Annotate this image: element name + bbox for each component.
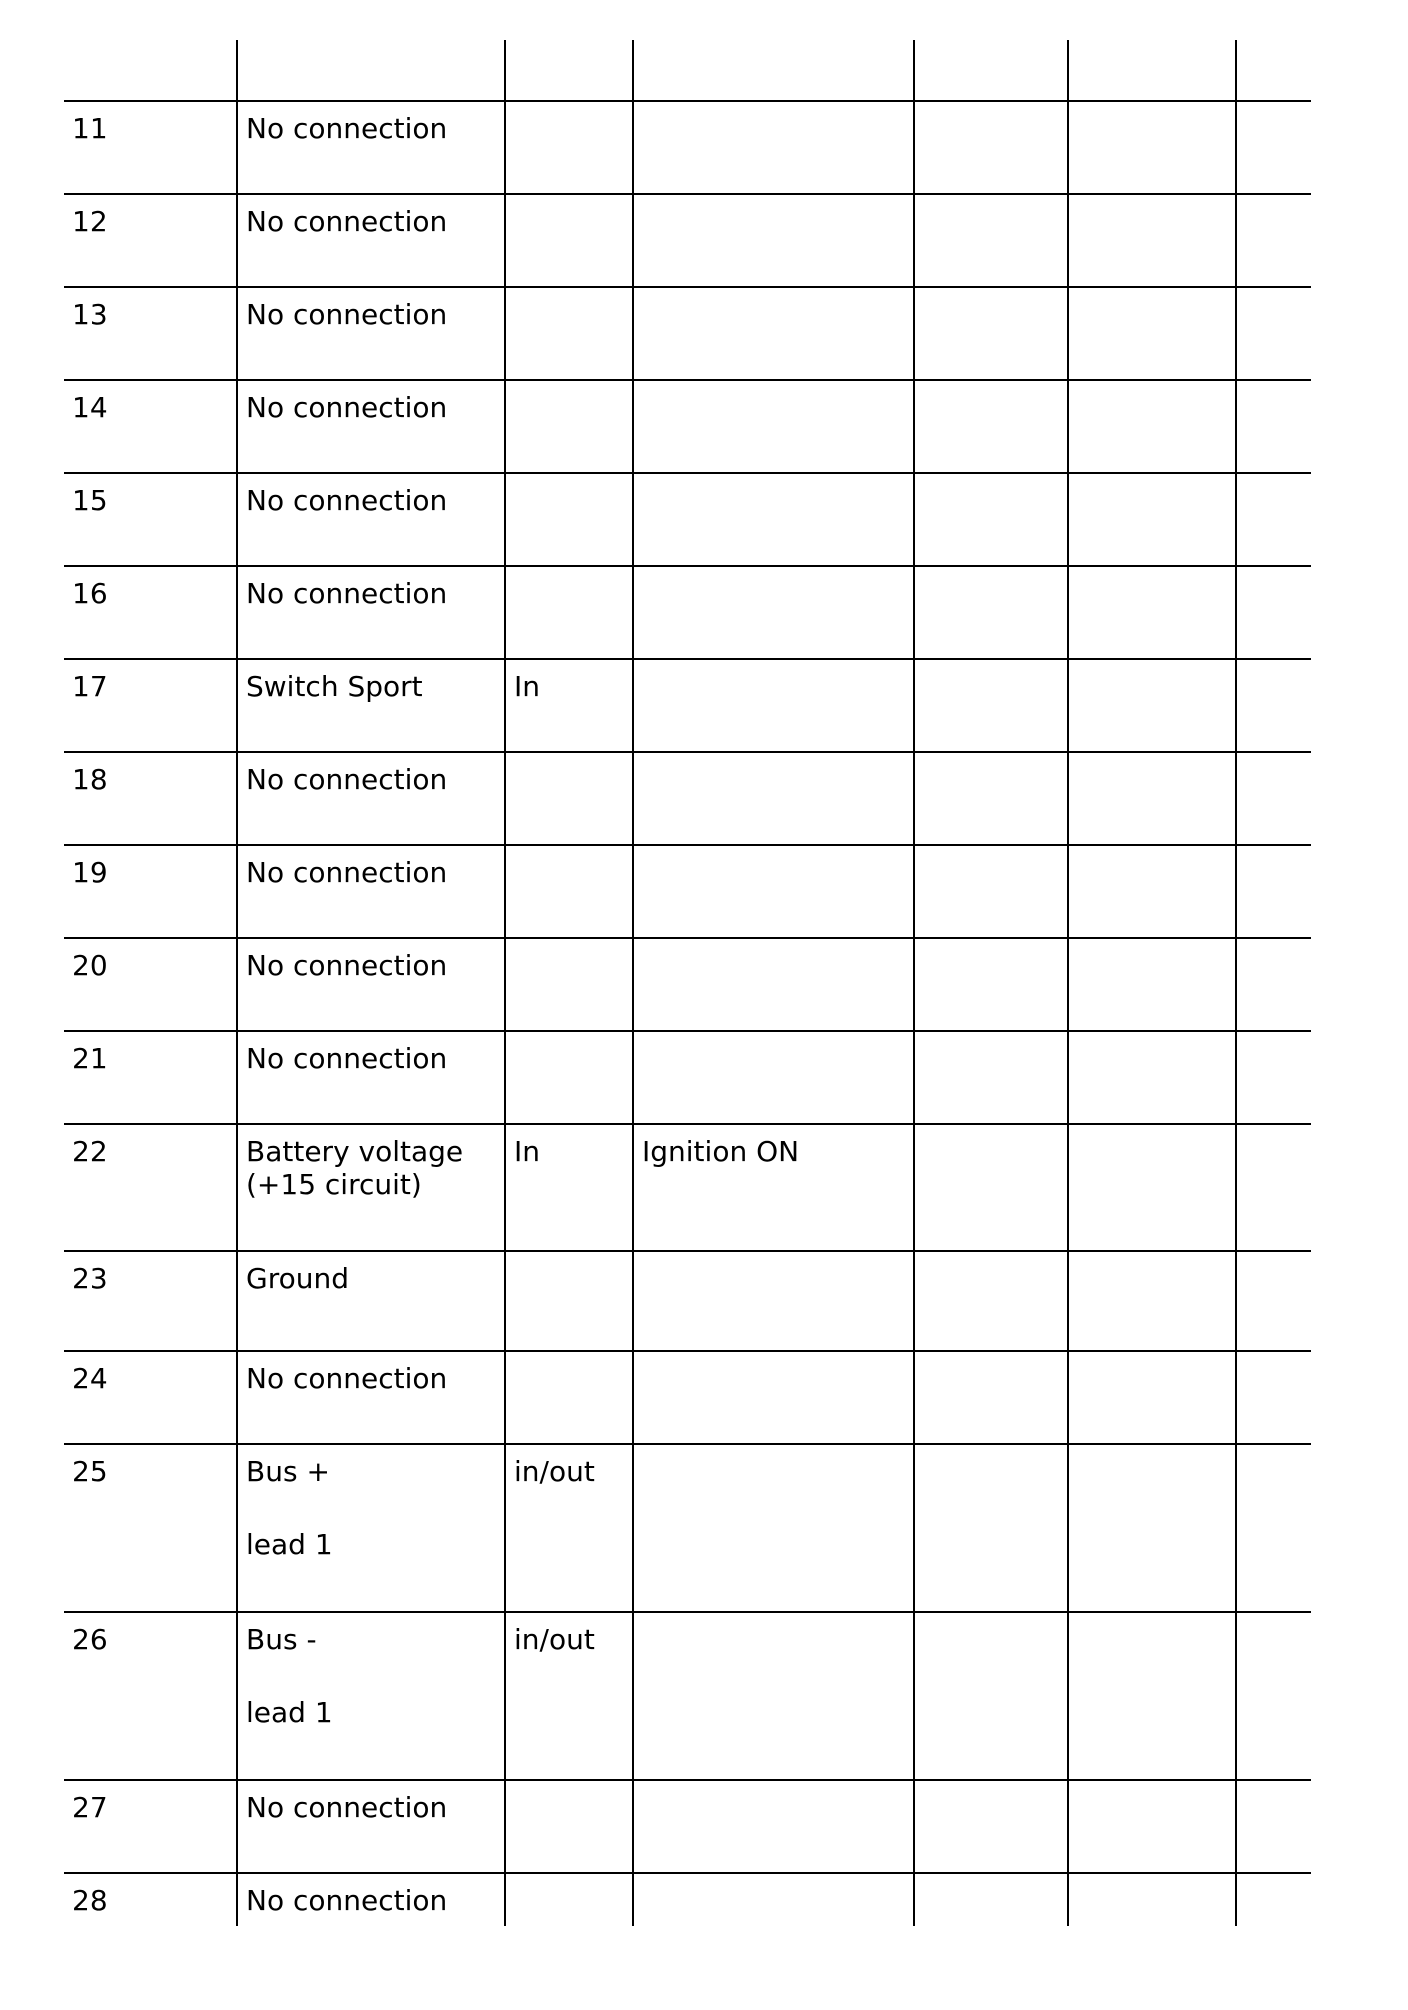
table-row bbox=[64, 194, 1311, 287]
table-cell bbox=[1236, 1873, 1311, 1926]
pin-condition bbox=[633, 380, 914, 473]
table-cell bbox=[914, 1612, 1068, 1780]
pin-function: No connection bbox=[237, 1031, 505, 1124]
pin-condition bbox=[633, 752, 914, 845]
pin-direction bbox=[505, 380, 633, 473]
pin-condition bbox=[633, 287, 914, 380]
pin-function: No connection bbox=[237, 380, 505, 473]
table-row bbox=[64, 1351, 1311, 1444]
table-cell bbox=[1236, 845, 1311, 938]
table-cell bbox=[64, 40, 237, 101]
pin-number: 25 bbox=[64, 1444, 237, 1612]
pin-direction bbox=[505, 101, 633, 194]
pin-function: No connection bbox=[237, 566, 505, 659]
table-cell bbox=[1236, 380, 1311, 473]
table-row bbox=[64, 40, 1311, 101]
pin-function: No connection bbox=[237, 752, 505, 845]
pin-number: 12 bbox=[64, 194, 237, 287]
pin-function-line2: lead 1 bbox=[246, 1528, 333, 1561]
pin-function: No connection bbox=[237, 845, 505, 938]
table-cell bbox=[1068, 938, 1236, 1031]
table-row bbox=[64, 659, 1311, 752]
pin-condition: Ignition ON bbox=[633, 1124, 914, 1251]
table-row bbox=[64, 938, 1311, 1031]
table-cell bbox=[914, 380, 1068, 473]
pin-number: 22 bbox=[64, 1124, 237, 1251]
table-row bbox=[64, 1251, 1311, 1351]
table-row bbox=[64, 1873, 1311, 1926]
table-cell bbox=[914, 938, 1068, 1031]
table-cell bbox=[1236, 1031, 1311, 1124]
table-cell bbox=[237, 40, 505, 101]
pin-function: No connection bbox=[237, 1780, 505, 1873]
pin-function: No connection bbox=[237, 194, 505, 287]
pin-condition bbox=[633, 1031, 914, 1124]
table-cell bbox=[1068, 473, 1236, 566]
pin-condition bbox=[633, 845, 914, 938]
pin-function: No connection bbox=[237, 473, 505, 566]
pin-direction: In bbox=[505, 659, 633, 752]
pin-function: Switch Sport bbox=[237, 659, 505, 752]
pin-number: 17 bbox=[64, 659, 237, 752]
pin-number: 11 bbox=[64, 101, 237, 194]
table-cell bbox=[914, 1444, 1068, 1612]
pin-function-line1: Battery voltage bbox=[246, 1135, 464, 1168]
table-cell bbox=[914, 1124, 1068, 1251]
table-cell bbox=[914, 752, 1068, 845]
table-cell bbox=[1236, 40, 1311, 101]
pin-direction bbox=[505, 1351, 633, 1444]
table-cell bbox=[1236, 1251, 1311, 1351]
table-cell bbox=[633, 40, 914, 101]
pin-number: 23 bbox=[64, 1251, 237, 1351]
pin-number: 21 bbox=[64, 1031, 237, 1124]
table-cell bbox=[1068, 101, 1236, 194]
pin-number: 15 bbox=[64, 473, 237, 566]
table-cell bbox=[914, 473, 1068, 566]
pin-number: 24 bbox=[64, 1351, 237, 1444]
pin-direction bbox=[505, 1031, 633, 1124]
pin-number: 13 bbox=[64, 287, 237, 380]
table-cell bbox=[1236, 1124, 1311, 1251]
table-row bbox=[64, 1031, 1311, 1124]
table-cell bbox=[1068, 40, 1236, 101]
table-row bbox=[64, 845, 1311, 938]
pin-function bbox=[237, 1612, 505, 1780]
table-cell bbox=[1236, 1444, 1311, 1612]
table-cell bbox=[1068, 380, 1236, 473]
pin-function-line2: (+15 circuit) bbox=[246, 1168, 422, 1201]
pin-condition bbox=[633, 1873, 914, 1926]
table-cell bbox=[1068, 566, 1236, 659]
pin-function-line1: Bus + bbox=[246, 1455, 330, 1488]
pin-assignment-table bbox=[64, 40, 1311, 1926]
pin-direction bbox=[505, 752, 633, 845]
table-cell bbox=[1068, 1351, 1236, 1444]
pin-direction: in/out bbox=[505, 1612, 633, 1780]
table-cell bbox=[1236, 101, 1311, 194]
table-cell bbox=[1068, 1444, 1236, 1612]
table-cell bbox=[914, 194, 1068, 287]
table-cell bbox=[914, 566, 1068, 659]
table-cell bbox=[914, 1873, 1068, 1926]
pin-condition bbox=[633, 1444, 914, 1612]
table-cell bbox=[914, 1031, 1068, 1124]
table-cell bbox=[1236, 659, 1311, 752]
table-row bbox=[64, 752, 1311, 845]
pin-number: 16 bbox=[64, 566, 237, 659]
pin-function: Ground bbox=[237, 1251, 505, 1351]
table-row bbox=[64, 566, 1311, 659]
pin-number: 14 bbox=[64, 380, 237, 473]
table-cell bbox=[1068, 1251, 1236, 1351]
table-cell bbox=[914, 287, 1068, 380]
pin-direction bbox=[505, 566, 633, 659]
table-row bbox=[64, 1780, 1311, 1873]
table-row bbox=[64, 1124, 1311, 1251]
pin-number: 26 bbox=[64, 1612, 237, 1780]
pin-direction bbox=[505, 473, 633, 566]
table-cell bbox=[1236, 938, 1311, 1031]
pin-number: 20 bbox=[64, 938, 237, 1031]
pin-condition bbox=[633, 1251, 914, 1351]
table-cell bbox=[1068, 1612, 1236, 1780]
pin-number: 18 bbox=[64, 752, 237, 845]
pin-direction bbox=[505, 1873, 633, 1926]
table-row bbox=[64, 101, 1311, 194]
table-cell bbox=[1068, 659, 1236, 752]
pin-condition bbox=[633, 938, 914, 1031]
table-cell bbox=[1236, 1351, 1311, 1444]
table-cell bbox=[914, 1251, 1068, 1351]
pin-direction bbox=[505, 938, 633, 1031]
pin-direction bbox=[505, 194, 633, 287]
table-cell bbox=[1236, 194, 1311, 287]
pin-condition bbox=[633, 659, 914, 752]
table-row bbox=[64, 473, 1311, 566]
pin-direction bbox=[505, 287, 633, 380]
table-row bbox=[64, 1612, 1311, 1780]
pin-condition bbox=[633, 1780, 914, 1873]
table-cell bbox=[1236, 287, 1311, 380]
pin-direction bbox=[505, 1780, 633, 1873]
table-cell bbox=[1068, 1780, 1236, 1873]
pin-condition bbox=[633, 566, 914, 659]
pin-condition bbox=[633, 1612, 914, 1780]
pin-function: No connection bbox=[237, 938, 505, 1031]
table-cell bbox=[1236, 1780, 1311, 1873]
pin-function: No connection bbox=[237, 101, 505, 194]
pin-condition bbox=[633, 194, 914, 287]
pin-function bbox=[237, 1124, 505, 1251]
table-row bbox=[64, 287, 1311, 380]
pin-direction: in/out bbox=[505, 1444, 633, 1612]
pin-direction bbox=[505, 1251, 633, 1351]
pin-condition bbox=[633, 101, 914, 194]
table-cell bbox=[914, 101, 1068, 194]
table-cell bbox=[1068, 1031, 1236, 1124]
table-cell bbox=[1236, 473, 1311, 566]
table-cell bbox=[1068, 287, 1236, 380]
table-cell bbox=[914, 845, 1068, 938]
table-cell bbox=[1236, 566, 1311, 659]
pin-number: 28 bbox=[64, 1873, 237, 1926]
pin-number: 19 bbox=[64, 845, 237, 938]
pin-number: 27 bbox=[64, 1780, 237, 1873]
pin-condition bbox=[633, 1351, 914, 1444]
pin-function-line2: lead 1 bbox=[246, 1696, 333, 1729]
pin-function-line1: Bus - bbox=[246, 1623, 317, 1656]
table-cell bbox=[1068, 194, 1236, 287]
table-cell bbox=[914, 1351, 1068, 1444]
pin-direction bbox=[505, 845, 633, 938]
pin-function: No connection bbox=[237, 1873, 505, 1926]
table-cell bbox=[1068, 752, 1236, 845]
table-cell bbox=[1236, 752, 1311, 845]
pin-function: No connection bbox=[237, 1351, 505, 1444]
table-cell bbox=[505, 40, 633, 101]
pin-direction: In bbox=[505, 1124, 633, 1251]
table-cell bbox=[1068, 1124, 1236, 1251]
table-cell bbox=[914, 1780, 1068, 1873]
table-row bbox=[64, 380, 1311, 473]
table-cell bbox=[1236, 1612, 1311, 1780]
table-cell bbox=[1068, 845, 1236, 938]
table-cell bbox=[914, 40, 1068, 101]
pin-condition bbox=[633, 473, 914, 566]
table-row bbox=[64, 1444, 1311, 1612]
table-cell bbox=[1068, 1873, 1236, 1926]
pin-function bbox=[237, 1444, 505, 1612]
pin-function: No connection bbox=[237, 287, 505, 380]
table-cell bbox=[914, 659, 1068, 752]
